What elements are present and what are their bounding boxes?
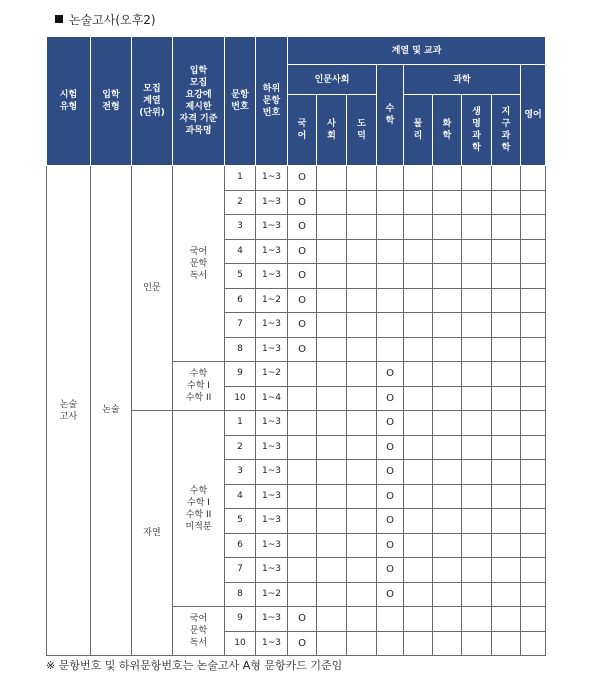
header-exam-type: 시험 유형: [47, 37, 91, 166]
cell-chemistry-mark: [433, 264, 462, 289]
cell-english-mark: [521, 166, 546, 191]
cell-chemistry-mark: [433, 607, 462, 632]
header-science: 과학: [404, 65, 521, 95]
cell-life-science-mark: [462, 166, 492, 191]
cell-english-mark: [521, 362, 546, 387]
cell-korean-mark: O: [288, 313, 317, 338]
cell-earth-science-mark: [492, 509, 521, 534]
cell-ethics-mark: [347, 190, 377, 215]
cell-math-mark: O: [377, 386, 404, 411]
cell-life-science-mark: [462, 190, 492, 215]
cell-sub-question-number: 1~3: [256, 337, 288, 362]
cell-chemistry-mark: [433, 558, 462, 583]
cell-sub-question-number: 1~3: [256, 166, 288, 191]
cell-math-mark: [377, 631, 404, 656]
cell-life-science-mark: [462, 386, 492, 411]
cell-chemistry-mark: [433, 509, 462, 534]
cell-physics-mark: [404, 337, 433, 362]
cell-ethics-mark: [347, 337, 377, 362]
cell-life-science-mark: [462, 264, 492, 289]
cell-social-mark: [317, 239, 347, 264]
cell-ethics-mark: [347, 288, 377, 313]
cell-sub-question-number: 1~3: [256, 460, 288, 485]
header-subject-name: 입학 모집 요강에 제시한 자격 기준 과목명: [173, 37, 225, 166]
cell-chemistry-mark: [433, 215, 462, 240]
cell-math-mark: O: [377, 509, 404, 534]
cell-math-mark: [377, 313, 404, 338]
cell-ethics-mark: [347, 533, 377, 558]
cell-english-mark: [521, 239, 546, 264]
cell-chemistry-mark: [433, 631, 462, 656]
cell-math-mark: [377, 166, 404, 191]
cell-chemistry-mark: [433, 337, 462, 362]
cell-question-number: 3: [225, 460, 256, 485]
cell-korean-mark: O: [288, 607, 317, 632]
cell-english-mark: [521, 337, 546, 362]
cell-sub-question-number: 1~3: [256, 435, 288, 460]
cell-korean-mark: O: [288, 631, 317, 656]
cell-earth-science-mark: [492, 190, 521, 215]
cell-social-mark: [317, 607, 347, 632]
cell-ethics-mark: [347, 582, 377, 607]
cell-english-mark: [521, 607, 546, 632]
cell-english-mark: [521, 386, 546, 411]
cell-social-mark: [317, 509, 347, 534]
cell-ethics-mark: [347, 435, 377, 460]
cell-english-mark: [521, 631, 546, 656]
cell-chemistry-mark: [433, 190, 462, 215]
header-sub-question-number: 하위 문항 번호: [256, 37, 288, 166]
cell-earth-science-mark: [492, 215, 521, 240]
cell-question-number: 5: [225, 264, 256, 289]
cell-life-science-mark: [462, 435, 492, 460]
cell-korean-mark: O: [288, 264, 317, 289]
cell-sub-question-number: 1~4: [256, 386, 288, 411]
cell-math-mark: O: [377, 533, 404, 558]
cell-life-science-mark: [462, 533, 492, 558]
cell-life-science-mark: [462, 607, 492, 632]
cell-social-mark: [317, 631, 347, 656]
cell-social-mark: [317, 362, 347, 387]
cell-question-number: 5: [225, 509, 256, 534]
cell-life-science-mark: [462, 484, 492, 509]
cell-social-mark: [317, 337, 347, 362]
cell-physics-mark: [404, 631, 433, 656]
cell-sub-question-number: 1~2: [256, 582, 288, 607]
cell-social-mark: [317, 582, 347, 607]
cell-earth-science-mark: [492, 484, 521, 509]
mapping-table: [46, 36, 546, 656]
cell-ethics-mark: [347, 411, 377, 436]
cell-ethics-mark: [347, 484, 377, 509]
cell-ethics-mark: [347, 558, 377, 583]
cell-question-number: 1: [225, 166, 256, 191]
cell-social-mark: [317, 484, 347, 509]
cell-life-science-mark: [462, 313, 492, 338]
cell-question-number: 9: [225, 362, 256, 387]
cell-english-mark: [521, 435, 546, 460]
cell-question-number: 6: [225, 533, 256, 558]
cell-subject-names: 수학 수학 I 수학 II 미적분: [173, 411, 225, 607]
cell-korean-mark: [288, 386, 317, 411]
cell-question-number: 4: [225, 484, 256, 509]
cell-earth-science-mark: [492, 533, 521, 558]
cell-ethics-mark: [347, 607, 377, 632]
cell-sub-question-number: 1~2: [256, 288, 288, 313]
cell-social-mark: [317, 460, 347, 485]
section-heading-text: 논술고사(오후2): [69, 13, 156, 27]
cell-ethics-mark: [347, 631, 377, 656]
cell-social-mark: [317, 264, 347, 289]
cell-question-number: 3: [225, 215, 256, 240]
cell-earth-science-mark: [492, 166, 521, 191]
cell-korean-mark: O: [288, 337, 317, 362]
cell-question-number: 10: [225, 631, 256, 656]
cell-physics-mark: [404, 190, 433, 215]
cell-korean-mark: O: [288, 215, 317, 240]
cell-social-mark: [317, 533, 347, 558]
cell-math-mark: [377, 337, 404, 362]
cell-physics-mark: [404, 582, 433, 607]
cell-chemistry-mark: [433, 288, 462, 313]
cell-physics-mark: [404, 607, 433, 632]
header-question-number: 문항 번호: [225, 37, 256, 166]
cell-math-mark: O: [377, 484, 404, 509]
cell-math-mark: O: [377, 362, 404, 387]
header-social: 사 회: [317, 95, 347, 166]
cell-chemistry-mark: [433, 582, 462, 607]
cell-math-mark: O: [377, 558, 404, 583]
cell-english-mark: [521, 313, 546, 338]
cell-question-number: 6: [225, 288, 256, 313]
cell-math-mark: [377, 239, 404, 264]
cell-physics-mark: [404, 484, 433, 509]
cell-chemistry-mark: [433, 460, 462, 485]
cell-life-science-mark: [462, 411, 492, 436]
cell-sub-question-number: 1~3: [256, 190, 288, 215]
cell-life-science-mark: [462, 582, 492, 607]
cell-math-mark: [377, 607, 404, 632]
cell-earth-science-mark: [492, 362, 521, 387]
header-field-and-subject: 계열 및 교과: [288, 37, 546, 65]
cell-physics-mark: [404, 509, 433, 534]
cell-social-mark: [317, 215, 347, 240]
cell-subject-names: 국어 문학 독서: [173, 166, 225, 362]
section-heading: [55, 11, 156, 28]
cell-english-mark: [521, 509, 546, 534]
cell-social-mark: [317, 558, 347, 583]
cell-korean-mark: [288, 558, 317, 583]
cell-earth-science-mark: [492, 288, 521, 313]
cell-math-mark: O: [377, 460, 404, 485]
cell-korean-mark: [288, 362, 317, 387]
cell-earth-science-mark: [492, 435, 521, 460]
cell-physics-mark: [404, 313, 433, 338]
cell-social-mark: [317, 166, 347, 191]
cell-ethics-mark: [347, 264, 377, 289]
cell-english-mark: [521, 558, 546, 583]
cell-physics-mark: [404, 288, 433, 313]
cell-question-number: 2: [225, 435, 256, 460]
header-admission-type: 입학 전형: [91, 37, 132, 166]
cell-earth-science-mark: [492, 558, 521, 583]
cell-chemistry-mark: [433, 362, 462, 387]
cell-chemistry-mark: [433, 533, 462, 558]
cell-question-number: 8: [225, 337, 256, 362]
cell-sub-question-number: 1~3: [256, 509, 288, 534]
cell-ethics-mark: [347, 239, 377, 264]
header-math: 수 학: [377, 65, 404, 166]
cell-question-number: 1: [225, 411, 256, 436]
cell-social-mark: [317, 288, 347, 313]
cell-ethics-mark: [347, 215, 377, 240]
cell-earth-science-mark: [492, 411, 521, 436]
cell-english-mark: [521, 264, 546, 289]
cell-korean-mark: [288, 460, 317, 485]
cell-admission-type: 논술: [91, 166, 132, 656]
cell-ethics-mark: [347, 362, 377, 387]
cell-korean-mark: [288, 435, 317, 460]
cell-social-mark: [317, 190, 347, 215]
cell-exam-type: 논술 고사: [47, 166, 91, 656]
cell-earth-science-mark: [492, 337, 521, 362]
cell-ethics-mark: [347, 509, 377, 534]
cell-physics-mark: [404, 533, 433, 558]
cell-ethics-mark: [347, 313, 377, 338]
header-chemistry: 화 학: [433, 95, 462, 166]
cell-group-natural: 자연: [132, 411, 173, 656]
cell-subject-names: 수학 수학 I 수학 II: [173, 362, 225, 411]
cell-math-mark: O: [377, 582, 404, 607]
cell-group-humanities: 인문: [132, 166, 173, 411]
cell-life-science-mark: [462, 558, 492, 583]
cell-sub-question-number: 1~2: [256, 362, 288, 387]
cell-chemistry-mark: [433, 411, 462, 436]
header-ethics: 도 덕: [347, 95, 377, 166]
header-life-science: 생 명 과 학: [462, 95, 492, 166]
cell-sub-question-number: 1~3: [256, 533, 288, 558]
cell-physics-mark: [404, 460, 433, 485]
cell-physics-mark: [404, 215, 433, 240]
cell-korean-mark: [288, 484, 317, 509]
cell-ethics-mark: [347, 386, 377, 411]
cell-life-science-mark: [462, 239, 492, 264]
header-physics: 물 리: [404, 95, 433, 166]
cell-physics-mark: [404, 386, 433, 411]
cell-life-science-mark: [462, 509, 492, 534]
cell-question-number: 8: [225, 582, 256, 607]
cell-social-mark: [317, 386, 347, 411]
cell-question-number: 7: [225, 313, 256, 338]
cell-earth-science-mark: [492, 313, 521, 338]
cell-korean-mark: [288, 509, 317, 534]
cell-korean-mark: O: [288, 190, 317, 215]
header-humanities: 인문사회: [288, 65, 377, 95]
cell-social-mark: [317, 411, 347, 436]
cell-english-mark: [521, 288, 546, 313]
cell-ethics-mark: [347, 460, 377, 485]
cell-korean-mark: [288, 582, 317, 607]
cell-chemistry-mark: [433, 239, 462, 264]
cell-life-science-mark: [462, 288, 492, 313]
cell-sub-question-number: 1~3: [256, 264, 288, 289]
cell-social-mark: [317, 313, 347, 338]
cell-question-number: 2: [225, 190, 256, 215]
cell-physics-mark: [404, 411, 433, 436]
cell-chemistry-mark: [433, 435, 462, 460]
cell-korean-mark: [288, 411, 317, 436]
cell-math-mark: [377, 288, 404, 313]
cell-physics-mark: [404, 435, 433, 460]
cell-english-mark: [521, 460, 546, 485]
table-row: [47, 166, 546, 191]
cell-physics-mark: [404, 264, 433, 289]
header-earth-science: 지 구 과 학: [492, 95, 521, 166]
cell-physics-mark: [404, 362, 433, 387]
cell-math-mark: [377, 215, 404, 240]
cell-sub-question-number: 1~3: [256, 239, 288, 264]
cell-earth-science-mark: [492, 631, 521, 656]
cell-sub-question-number: 1~3: [256, 631, 288, 656]
cell-question-number: 4: [225, 239, 256, 264]
cell-korean-mark: O: [288, 166, 317, 191]
cell-sub-question-number: 1~3: [256, 215, 288, 240]
header-korean: 국 어: [288, 95, 317, 166]
cell-sub-question-number: 1~3: [256, 558, 288, 583]
cell-sub-question-number: 1~3: [256, 411, 288, 436]
cell-earth-science-mark: [492, 386, 521, 411]
cell-math-mark: O: [377, 411, 404, 436]
header-english: 영어: [521, 65, 546, 166]
cell-life-science-mark: [462, 337, 492, 362]
cell-question-number: 10: [225, 386, 256, 411]
cell-earth-science-mark: [492, 607, 521, 632]
cell-math-mark: [377, 190, 404, 215]
cell-sub-question-number: 1~3: [256, 484, 288, 509]
cell-math-mark: [377, 264, 404, 289]
cell-sub-question-number: 1~3: [256, 607, 288, 632]
cell-korean-mark: [288, 533, 317, 558]
cell-english-mark: [521, 411, 546, 436]
cell-english-mark: [521, 582, 546, 607]
cell-earth-science-mark: [492, 582, 521, 607]
cell-question-number: 9: [225, 607, 256, 632]
cell-english-mark: [521, 484, 546, 509]
cell-chemistry-mark: [433, 484, 462, 509]
cell-korean-mark: O: [288, 288, 317, 313]
cell-physics-mark: [404, 166, 433, 191]
cell-earth-science-mark: [492, 460, 521, 485]
cell-chemistry-mark: [433, 313, 462, 338]
cell-earth-science-mark: [492, 239, 521, 264]
header-unit: 모집 계열 (단위): [132, 37, 173, 166]
cell-sub-question-number: 1~3: [256, 313, 288, 338]
cell-life-science-mark: [462, 215, 492, 240]
square-bullet-icon: [55, 15, 63, 23]
cell-english-mark: [521, 190, 546, 215]
cell-math-mark: O: [377, 435, 404, 460]
cell-chemistry-mark: [433, 386, 462, 411]
cell-english-mark: [521, 215, 546, 240]
cell-life-science-mark: [462, 460, 492, 485]
cell-chemistry-mark: [433, 166, 462, 191]
cell-english-mark: [521, 533, 546, 558]
cell-social-mark: [317, 435, 347, 460]
cell-ethics-mark: [347, 166, 377, 191]
cell-physics-mark: [404, 558, 433, 583]
cell-physics-mark: [404, 239, 433, 264]
footnote: ※ 문항번호 및 하위문항번호는 논술고사 A형 문항카드 기준임: [46, 659, 343, 672]
cell-life-science-mark: [462, 362, 492, 387]
cell-korean-mark: O: [288, 239, 317, 264]
cell-earth-science-mark: [492, 264, 521, 289]
cell-question-number: 7: [225, 558, 256, 583]
cell-life-science-mark: [462, 631, 492, 656]
cell-subject-names: 국어 문학 독서: [173, 607, 225, 656]
